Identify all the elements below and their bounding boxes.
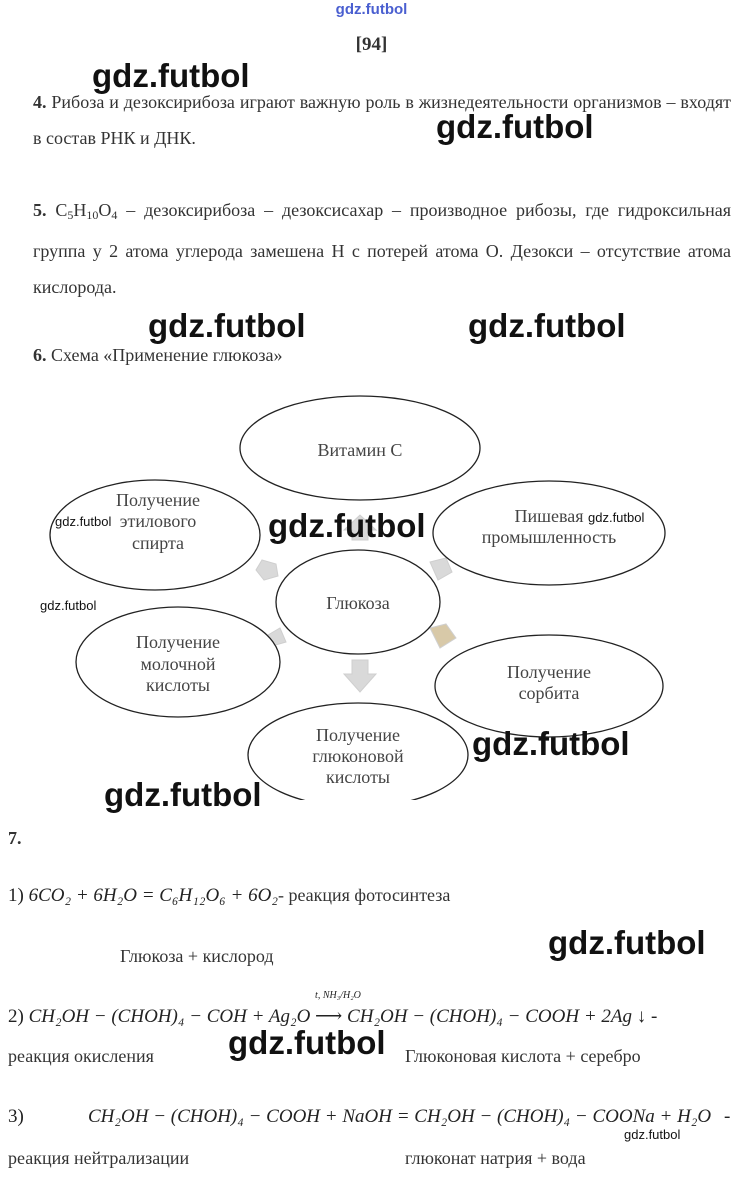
watermark: gdz.futbol bbox=[472, 725, 630, 762]
reaction-2-conditions: t, NH₃/H₂O bbox=[315, 990, 361, 1001]
label-lactic-2: молочной bbox=[140, 654, 216, 674]
watermark: gdz.futbol bbox=[55, 514, 112, 529]
reaction-2-arrow: t, NH₃/H₂O ⟶ bbox=[315, 990, 361, 1027]
reaction-3-dash: - bbox=[724, 1106, 731, 1127]
reaction-2-label: реакция окисления bbox=[8, 1046, 154, 1066]
label-glucose: Глюкоза bbox=[326, 593, 390, 613]
reaction-3-index: 3) bbox=[8, 1106, 24, 1127]
label-gluconic-3: кислоты bbox=[325, 767, 391, 787]
question-4-text: Рибоза и дезоксирибоза играют важную роль в жизнедеятельности организмов – входят в состав РНК и ДНК. bbox=[33, 92, 732, 148]
reaction-3-products: глюконат натрия + вода bbox=[405, 1148, 586, 1168]
question-5-number: 5. bbox=[33, 200, 47, 220]
label-vitamin-c: Витамин С bbox=[317, 440, 403, 460]
question-5 bbox=[33, 192, 731, 305]
watermark: gdz.futbol bbox=[548, 924, 706, 961]
watermark: gdz.futbol bbox=[624, 1127, 681, 1142]
watermark: gdz.futbol bbox=[588, 510, 645, 525]
reaction-2-products: Глюконовая кислота + серебро bbox=[405, 1046, 641, 1066]
reaction-2-products-formula: CH₂OH − (CHOH)₄ − COOH + 2Ag ↓ bbox=[347, 1006, 647, 1027]
question-6-number: 6. bbox=[33, 345, 47, 365]
reaction-3-label: реакция нейтрализации bbox=[8, 1148, 190, 1168]
watermark: gdz.futbol bbox=[268, 507, 426, 544]
label-lactic-3: кислоты bbox=[145, 675, 211, 695]
watermark: gdz.futbol bbox=[104, 776, 262, 813]
reaction-1-products: Глюкоза + кислород bbox=[120, 946, 274, 966]
label-gluconic-2: глюконовой bbox=[312, 746, 404, 766]
reaction-1-equation: 6CO₂ + 6H₂O = C₆H₁₂O₆ + 6O₂ bbox=[28, 885, 278, 906]
watermark: gdz.futbol bbox=[92, 57, 250, 94]
label-sorbitol-1: Получение bbox=[506, 662, 592, 682]
question-6-text: Схема «Применение глюкоза» bbox=[51, 345, 283, 365]
label-sorbitol-2: сорбита bbox=[518, 683, 580, 703]
reaction-1-index: 1) bbox=[8, 885, 24, 906]
question-7-number: 7. bbox=[8, 828, 22, 848]
reaction-2-dash: - bbox=[651, 1006, 658, 1027]
watermark: gdz.futbol bbox=[40, 598, 97, 613]
reaction-2-index: 2) bbox=[8, 1006, 24, 1027]
page-number: [94] bbox=[355, 34, 388, 55]
label-gluconic-1: Получение bbox=[315, 725, 401, 745]
label-food-2: промышленность bbox=[481, 527, 617, 547]
label-ethanol-2: этилового bbox=[119, 511, 197, 531]
reaction-3-equation bbox=[88, 1106, 711, 1128]
label-lactic-1: Получение bbox=[135, 632, 221, 652]
question-5-formula: $C_5H_{10}O_4$ bbox=[55, 200, 118, 222]
question-6-title bbox=[33, 337, 731, 373]
question-4-number: 4. bbox=[33, 92, 47, 112]
arrow-to-gluconic bbox=[344, 660, 376, 692]
watermark: gdz.futbol bbox=[436, 108, 594, 145]
reaction-1 bbox=[8, 885, 450, 907]
arrow-to-sorbitol bbox=[430, 624, 456, 648]
reaction-2-reactants: CH₂OH − (CHOH)₄ − COH + Ag₂O bbox=[28, 1006, 311, 1027]
label-ethanol-3: спирта bbox=[131, 533, 185, 553]
reaction-1-label: - реакция фотосинтеза bbox=[277, 885, 451, 905]
watermark: gdz.futbol bbox=[228, 1024, 386, 1061]
label-food-1: Пишевая bbox=[514, 506, 584, 526]
site-header-link[interactable]: gdz.futbol bbox=[335, 1, 408, 18]
arrow-to-food bbox=[430, 558, 452, 580]
label-ethanol-1: Получение bbox=[115, 490, 201, 510]
reaction-3-formula: CH₂OH − (CHOH)₄ − COOH + NaOH = CH₂OH − (CHOH)₄ − COONa + H₂O bbox=[88, 1106, 712, 1127]
watermark: gdz.futbol bbox=[148, 307, 306, 344]
arrow-to-ethanol bbox=[256, 560, 278, 580]
question-5-text: – дезоксирибоза – дезоксисахар – производное рибозы, где гидроксильная группа у 2 атома углерода замешена Н с потерей атома О. Дезокси – отсутствие атома кислорода. bbox=[33, 200, 731, 297]
glucose-application-diagram bbox=[0, 380, 743, 800]
watermark: gdz.futbol bbox=[468, 307, 626, 344]
